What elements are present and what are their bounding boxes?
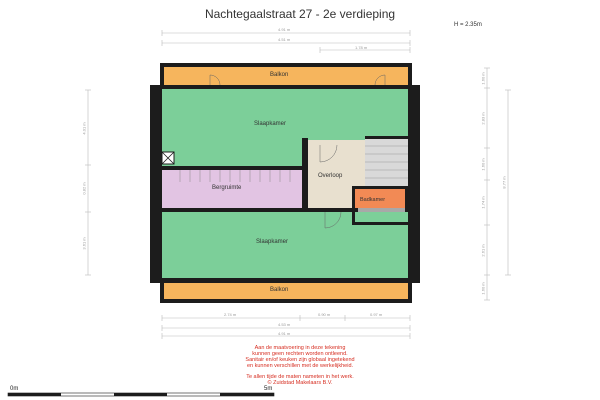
room-label-bergruimte: Bergruimte — [212, 185, 242, 191]
bedroom-bottom-area — [162, 212, 408, 278]
dim-right-6: 1.60 m — [480, 282, 486, 295]
dim-right-overall: 8.77 m — [501, 176, 507, 189]
dim-bottom-inner: 4.53 m — [278, 322, 291, 327]
room-label-balkon-bottom: Balkon — [270, 287, 289, 293]
dim-bottom-right: 0.97 m — [370, 312, 383, 317]
dim-right-4: 1.74 m — [480, 196, 486, 209]
dim-left-mid: 0.82 m — [81, 182, 87, 195]
dim-left-top: 4.01 m — [81, 122, 87, 135]
dim-left-bottom: 3.61 m — [81, 237, 87, 250]
dim-right-2: 2.83 m — [480, 112, 486, 125]
room-label-overloop: Overloop — [318, 173, 343, 179]
disclaimer-line: Aan de maatvoering in deze tekening — [254, 345, 346, 351]
room-label-slaapkamer-bottom: Slaapkamer — [256, 239, 289, 245]
scale-end-label: 5m — [264, 386, 273, 392]
dim-bottom-mid: 0.90 m — [318, 312, 331, 317]
disclaimer-line: en kunnen verschillen met de werkelijkheid. — [246, 363, 354, 369]
dim-top-inner: 4.51 m — [278, 37, 291, 42]
room-label-badkamer: Badkamer — [360, 197, 386, 203]
dim-bottom-overall: 4.91 m — [278, 331, 291, 336]
dim-right-3: 1.60 m — [480, 158, 486, 171]
scale-start-label: 0m — [10, 386, 19, 392]
dim-bottom-left: 2.74 m — [224, 312, 237, 317]
disclaimer-line: Te allen tijde de maten nameten in het werk. — [246, 374, 354, 380]
ceiling-height-note: H = 2.35m — [454, 22, 482, 28]
room-label-balkon-top: Balkon — [270, 72, 289, 78]
dim-top-right: 1.78 m — [355, 45, 368, 50]
room-label-slaapkamer-top: Slaapkamer — [254, 121, 287, 127]
disclaimer-text — [180, 345, 420, 386]
disclaimer-line: © Zuidstad Makelaars B.V. — [267, 380, 333, 386]
disclaimer-line: Sanitair en/of keuken zijn globaal ingetekend — [245, 357, 355, 363]
scale-bar — [8, 393, 274, 396]
dim-right-5: 2.61 m — [480, 244, 486, 257]
dim-top-overall: 4.91 m — [278, 27, 291, 32]
right-dimension-lines — [484, 68, 511, 300]
balcony-bottom-wall — [160, 299, 412, 303]
plan-title: Nachtegaalstraat 27 - 2e verdieping — [204, 7, 396, 21]
balcony-top-wall — [160, 63, 412, 67]
dim-right-1: 1.60 m — [480, 72, 486, 85]
disclaimer-line: kunnen geen rechten worden ontleend. — [252, 351, 348, 357]
